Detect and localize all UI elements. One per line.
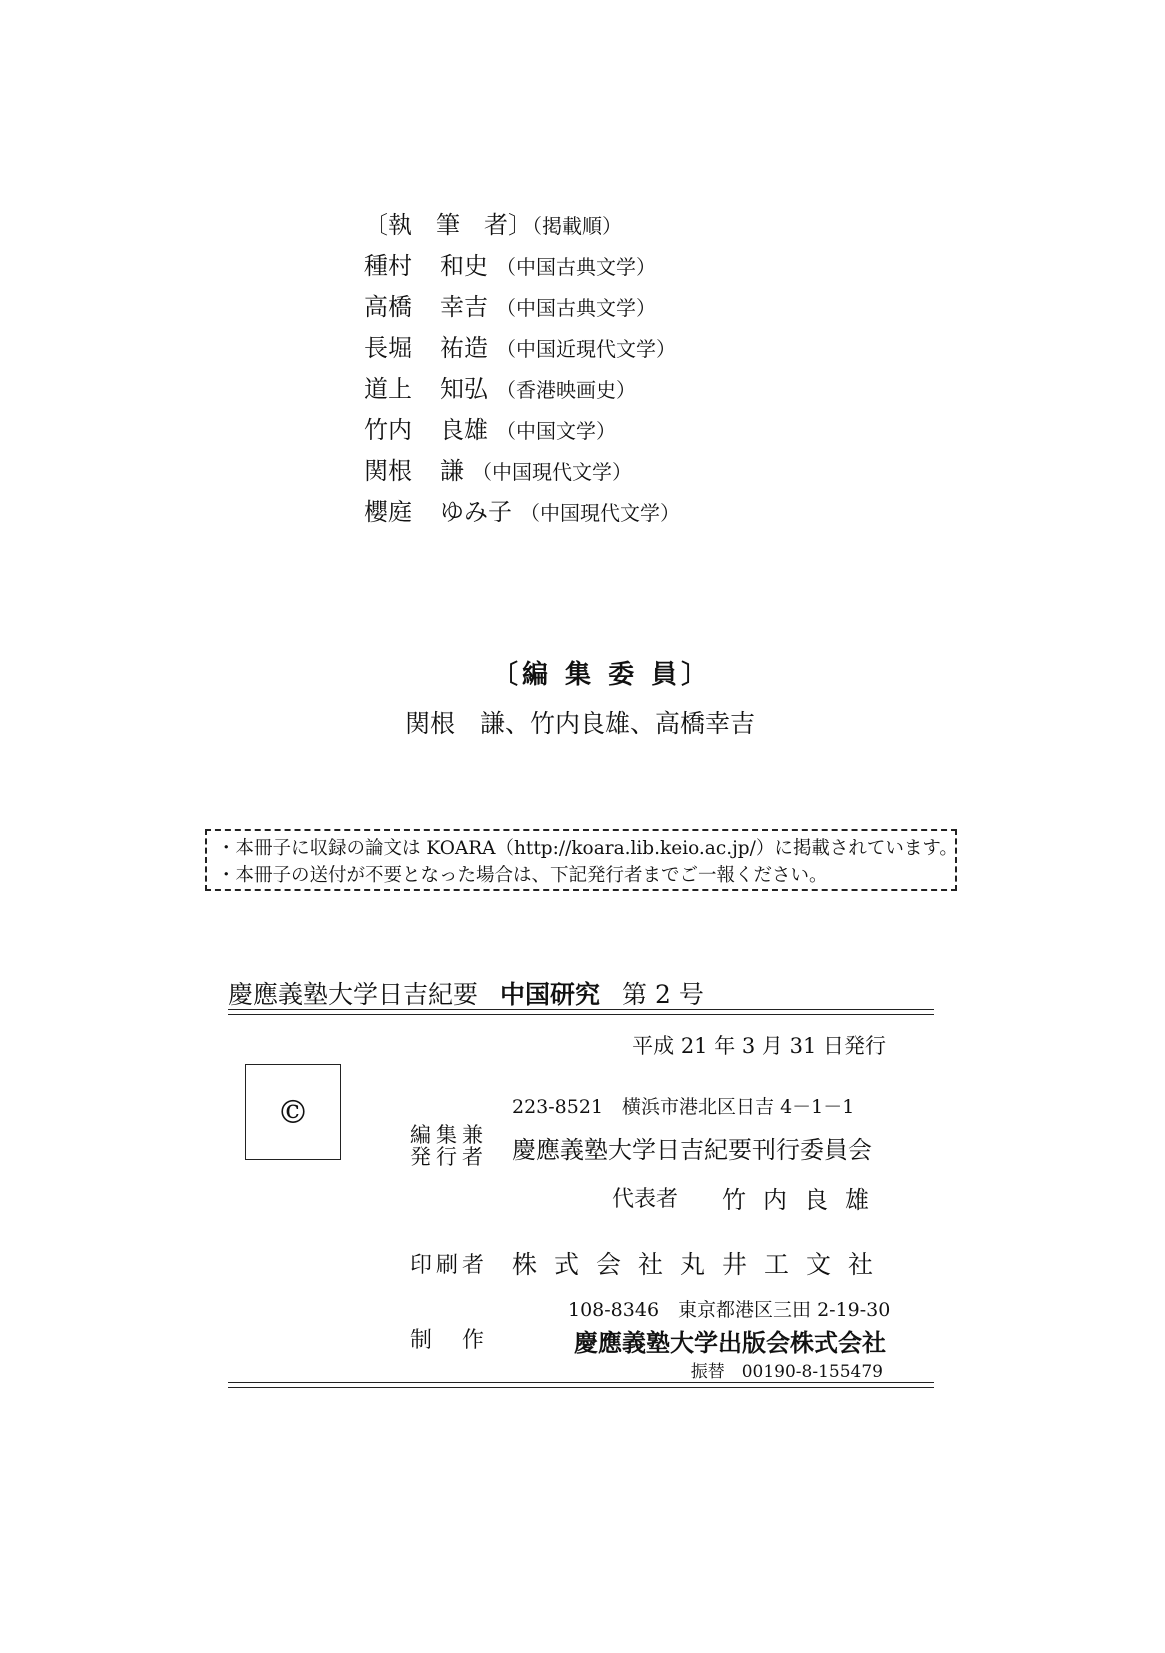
author-row — [364, 287, 656, 319]
postal-transfer-account: 振替 00190-8-155479 — [690, 1362, 883, 1382]
copyright-icon: © — [277, 1093, 309, 1131]
author-field: （中国近現代文学） — [496, 337, 676, 361]
author-row — [364, 328, 676, 360]
editors-names: 関根 謙、竹内良雄、高橋幸吉 — [405, 709, 756, 738]
author-field: （香港映画史） — [496, 378, 636, 402]
representative-name: 竹内良雄 — [722, 1186, 886, 1214]
authors-heading-title: 〔執 筆 者〕 — [364, 211, 532, 239]
divider-bottom-1 — [228, 1382, 934, 1383]
printer-name: 株式会社丸井工文社 — [512, 1250, 891, 1279]
notice-line-koara: ・本冊子に収録の論文は KOARA（http://koara.lib.keio.ac.jp/）に掲載されています。 — [217, 838, 958, 859]
editor-publisher-label-line2: 発行者 — [410, 1145, 488, 1169]
authors-heading — [364, 205, 622, 240]
production-label: 制作 — [410, 1328, 515, 1353]
author-field: （中国現代文学） — [520, 501, 680, 525]
author-row — [364, 246, 656, 278]
production-company: 慶應義塾大学出版会株式会社 — [574, 1328, 886, 1357]
author-surname: 長堀 — [364, 334, 412, 362]
publication-date: 平成 21 年 3 月 31 日発行 — [632, 1034, 886, 1058]
editor-publisher-label-line1: 編集兼 — [410, 1123, 488, 1147]
editor-publisher-label — [410, 1124, 488, 1168]
divider-bottom-2 — [228, 1387, 934, 1388]
author-surname: 道上 — [364, 375, 412, 403]
copyright-box — [245, 1064, 341, 1160]
divider-top-1 — [228, 1009, 934, 1010]
author-given-name: 知弘 — [440, 375, 488, 403]
author-row — [364, 451, 632, 483]
author-given-name: ゆみ子 — [440, 498, 512, 526]
author-surname: 種村 — [364, 252, 412, 280]
author-given-name: 和史 — [440, 252, 488, 280]
author-field: （中国現代文学） — [472, 460, 632, 484]
notice-box — [205, 829, 957, 891]
author-field: （中国古典文学） — [496, 255, 656, 279]
author-surname: 高橋 — [364, 293, 412, 321]
publisher-series: 慶應義塾大学日吉紀要 — [228, 980, 479, 1009]
author-surname: 竹内 — [364, 416, 412, 444]
issue-number: 第 2 号 — [622, 980, 704, 1009]
author-given-name: 幸吉 — [440, 293, 488, 321]
journal-title: 中国研究 — [500, 980, 601, 1009]
printer-label: 印刷者 — [410, 1253, 489, 1278]
author-surname: 関根 — [364, 457, 412, 485]
editors-heading: 〔編 集 委 員〕 — [492, 660, 712, 690]
author-field: （中国文学） — [496, 419, 616, 443]
authors-heading-note: （掲載順） — [532, 214, 622, 238]
author-given-name: 良雄 — [440, 416, 488, 444]
author-row — [364, 492, 680, 524]
author-row — [364, 410, 616, 442]
author-surname: 櫻庭 — [364, 498, 412, 526]
editor-organization: 慶應義塾大学日吉紀要刊行委員会 — [512, 1136, 872, 1164]
notice-line-unsubscribe: ・本冊子の送付が不要となった場合は、下記発行者までご一報ください。 — [217, 865, 828, 886]
author-row — [364, 369, 636, 401]
author-given-name: 祐造 — [440, 334, 488, 362]
colophon-title — [228, 975, 704, 1011]
production-address: 108-8346 東京都港区三田 2-19-30 — [568, 1299, 891, 1321]
author-given-name: 謙 — [440, 457, 464, 485]
editor-address: 223-8521 横浜市港北区日吉 4－1－1 — [512, 1096, 855, 1118]
divider-top-2 — [228, 1014, 934, 1015]
author-field: （中国古典文学） — [496, 296, 656, 320]
representative-label: 代表者 — [612, 1187, 679, 1212]
